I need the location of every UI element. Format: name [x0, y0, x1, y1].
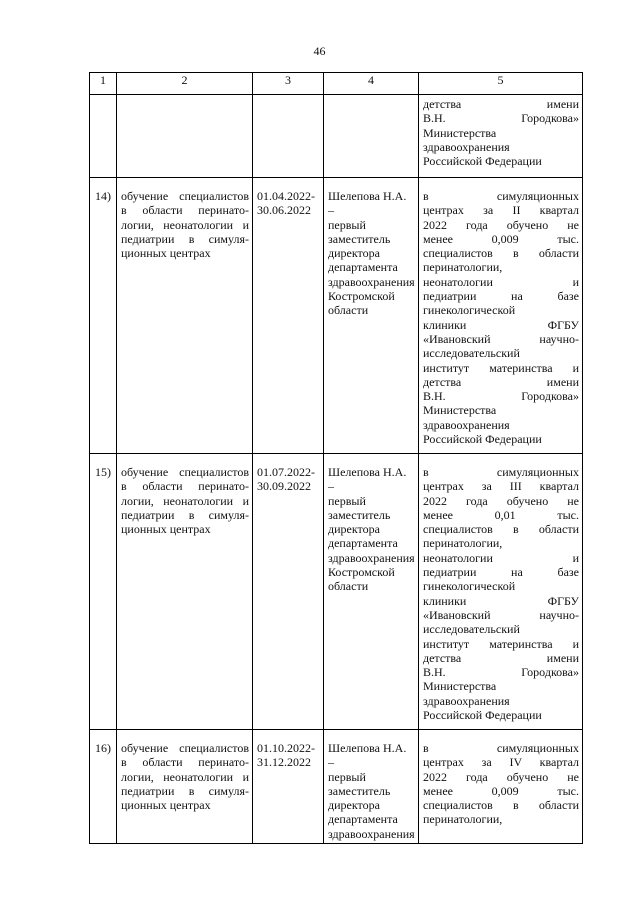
empty-cell [117, 95, 253, 178]
text-line: здравоохранения [328, 826, 415, 841]
continuation-row [90, 95, 583, 178]
text-line: педиатрии на базе [423, 289, 579, 304]
text-line: 01.10.2022- [257, 741, 315, 755]
text-line: ционных центрах [121, 798, 211, 813]
plan-table [89, 72, 583, 844]
text-line: Министерства [423, 679, 497, 694]
text-line: Российской Федерации [423, 432, 542, 447]
responsible-cell [324, 730, 419, 844]
text-line: исследовательский [423, 622, 520, 637]
text-line: заместитель [328, 507, 391, 522]
text-line: менее 0,009 тыс. [423, 783, 579, 798]
text-line: Костромской [328, 565, 395, 580]
text-line: логии, неонатологии и [121, 769, 249, 784]
text-line: В.Н. Городкова» [423, 389, 579, 404]
event-cell [117, 454, 253, 730]
event-cell [117, 730, 253, 844]
text-line: первый [328, 493, 366, 508]
text-line: институт материнства и [423, 360, 579, 375]
text-line: неонатологии и [423, 274, 579, 289]
table-row [90, 730, 583, 844]
text-line: здравоохранения [423, 417, 510, 432]
period-cell [253, 178, 324, 454]
text-line: перинатологии, [423, 812, 503, 827]
empty-cell [324, 95, 419, 178]
text-line: В.Н. Городкова» [423, 111, 579, 126]
text-line: «Ивановский научно- [423, 607, 579, 622]
text-line: в области перинато- [121, 755, 249, 770]
text-line: в симуляционных [423, 465, 579, 479]
text-line: здравоохранения [423, 139, 510, 154]
row-number: 14) [90, 178, 117, 454]
responsible-cell [324, 454, 419, 730]
text-line: исследовательский [423, 346, 520, 361]
text-line: детства имени [423, 97, 579, 111]
text-line: заместитель [328, 231, 391, 246]
header-cell: 5 [419, 73, 583, 95]
text-line: центрах за IV квартал [423, 755, 579, 770]
header-cell: 3 [253, 73, 324, 95]
text-line: детства имени [423, 650, 579, 665]
table-row [90, 178, 583, 454]
event-cell [117, 178, 253, 454]
period-cell [253, 730, 324, 844]
text-line: директора [328, 522, 380, 537]
text-line: неонатологии и [423, 550, 579, 565]
text-line: 31.12.2022 [257, 755, 311, 770]
text-line: Шелепова Н.А. – [328, 465, 407, 494]
text-line: первый [328, 769, 366, 784]
result-cell [419, 178, 583, 454]
text-line: клиники ФГБУ [423, 317, 579, 332]
result-cell [419, 454, 583, 730]
text-line: 01.04.2022- [257, 189, 315, 203]
text-line: детства имени [423, 374, 579, 389]
text-line: центрах за II квартал [423, 203, 579, 218]
text-line: гинекологической [423, 579, 516, 594]
text-line: 30.06.2022 [257, 203, 311, 218]
header-cell: 1 [90, 73, 117, 95]
text-line: логии, неонатологии и [121, 493, 249, 508]
row-number: 16) [90, 730, 117, 844]
period-cell [253, 454, 324, 730]
text-line: гинекологической [423, 303, 516, 318]
text-line: специалистов в области [423, 246, 579, 261]
text-line: центрах за III квартал [423, 479, 579, 494]
text-line: директора [328, 246, 380, 261]
text-line: директора [328, 798, 380, 813]
text-line: обучение специалистов [121, 189, 249, 203]
text-line: педиатрии в симуля- [121, 507, 249, 522]
empty-cell [253, 95, 324, 178]
text-line: Российской Федерации [423, 154, 542, 169]
text-line: специалистов в области [423, 522, 579, 537]
text-line: Шелепова Н.А. – [328, 189, 407, 218]
text-line: 2022 года обучено не [423, 493, 579, 508]
text-line: «Ивановский научно- [423, 331, 579, 346]
text-line: педиатрии в симуля- [121, 231, 249, 246]
text-line: перинатологии, [423, 260, 503, 275]
responsible-cell [324, 178, 419, 454]
text-line: первый [328, 217, 366, 232]
text-line: здравоохранения [328, 550, 415, 565]
text-line: департамента [328, 812, 398, 827]
text-line: Шелепова Н.А. – [328, 741, 407, 770]
text-line: менее 0,009 тыс. [423, 231, 579, 246]
header-cell: 2 [117, 73, 253, 95]
table-row [90, 454, 583, 730]
text-line: области [328, 579, 369, 594]
text-line: логии, неонатологии и [121, 217, 249, 232]
text-line: в области перинато- [121, 479, 249, 494]
text-line: 2022 года обучено не [423, 217, 579, 232]
text-line: ционных центрах [121, 522, 211, 537]
text-line: В.Н. Городкова» [423, 665, 579, 680]
text-line: менее 0,01 тыс. [423, 507, 579, 522]
text-line: департамента [328, 260, 398, 275]
text-line: департамента [328, 536, 398, 551]
text-line: педиатрии на базе [423, 565, 579, 580]
result-cell [419, 730, 583, 844]
text-line: здравоохранения [423, 693, 510, 708]
header-cell: 4 [324, 73, 419, 95]
text-line: заместитель [328, 783, 391, 798]
text-line: здравоохранения [328, 274, 415, 289]
text-line: ционных центрах [121, 246, 211, 261]
text-line: Костромской [328, 289, 395, 304]
text-line: 2022 года обучено не [423, 769, 579, 784]
text-line: 01.07.2022- [257, 465, 315, 479]
text-line: педиатрии в симуля- [121, 783, 249, 798]
text-line: клиники ФГБУ [423, 593, 579, 608]
text-line: 30.09.2022 [257, 479, 311, 494]
text-line: институт материнства и [423, 636, 579, 651]
text-line: обучение специалистов [121, 741, 249, 755]
text-line: в симуляционных [423, 189, 579, 203]
text-line: специалистов в области [423, 798, 579, 813]
result-cell [419, 95, 583, 178]
text-line: Министерства [423, 125, 497, 140]
row-number: 15) [90, 454, 117, 730]
empty-cell [90, 95, 117, 178]
text-line: в симуляционных [423, 741, 579, 755]
text-line: перинатологии, [423, 536, 503, 551]
text-line: Российской Федерации [423, 708, 542, 723]
text-line: Министерства [423, 403, 497, 418]
text-line: области [328, 303, 369, 318]
text-line: обучение специалистов [121, 465, 249, 479]
page-number: 46 [313, 44, 326, 58]
text-line: в области перинато- [121, 203, 249, 218]
table-header-row [90, 73, 583, 95]
